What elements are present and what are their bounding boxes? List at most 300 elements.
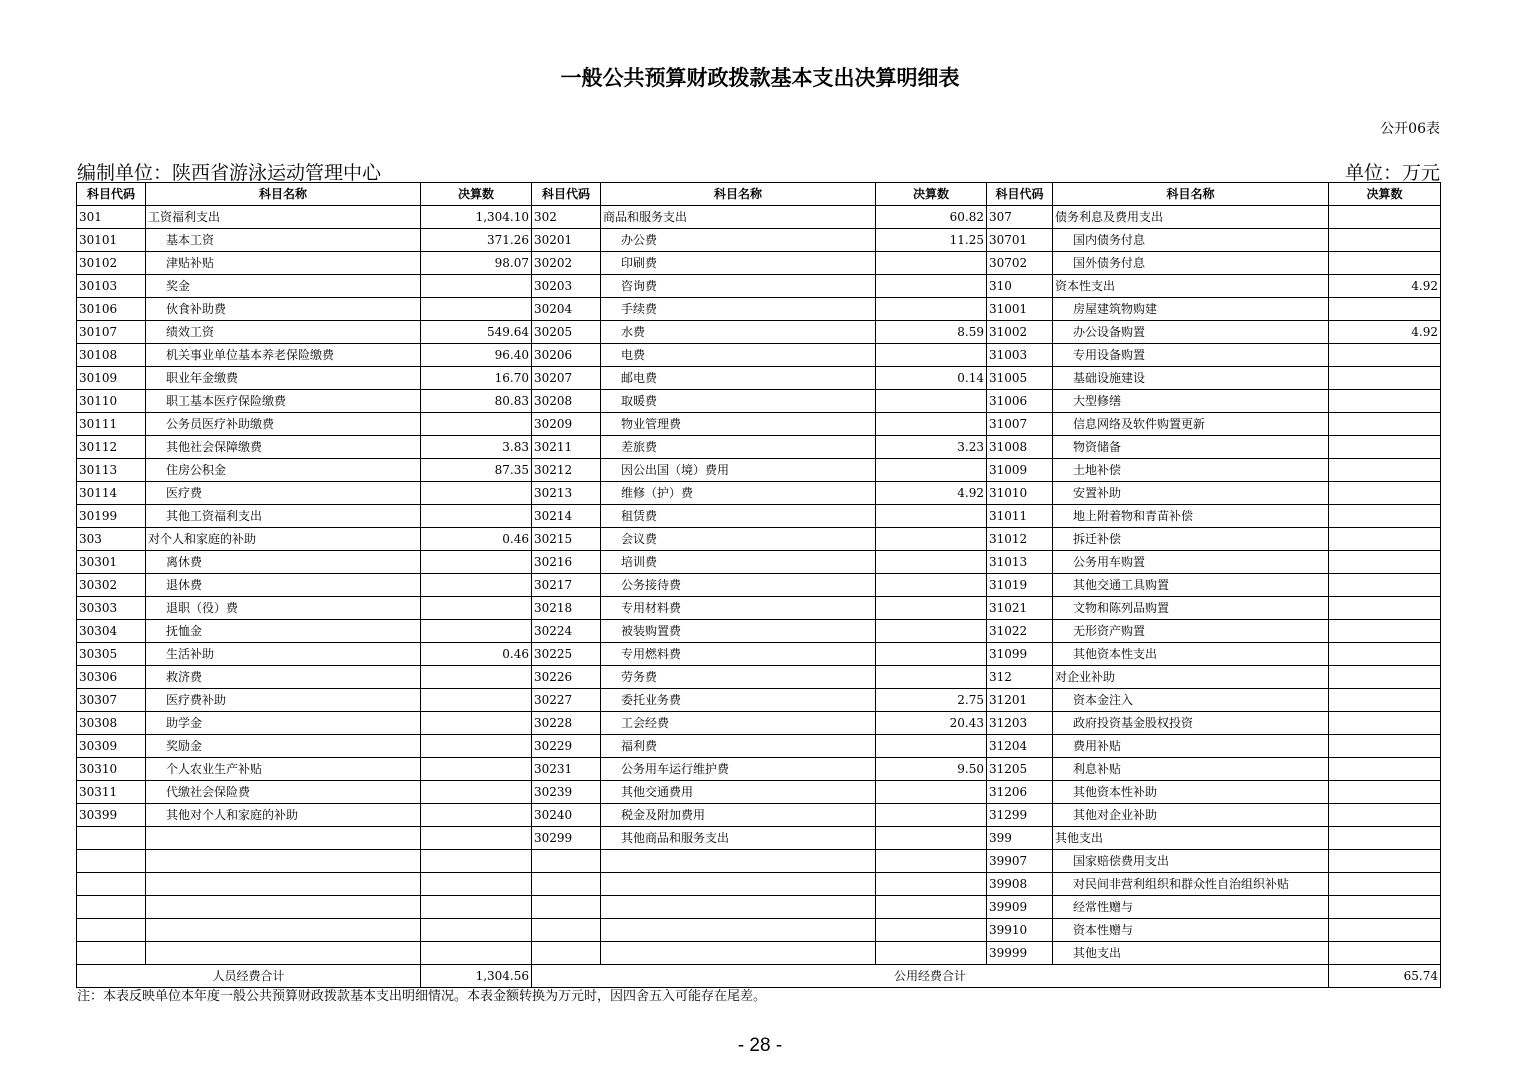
- amount-cell: [421, 827, 532, 850]
- subject-name-cell: [146, 873, 421, 896]
- page-title: 一般公共预算财政拨款基本支出决算明细表: [560, 66, 960, 90]
- table-row: [77, 528, 1441, 551]
- subject-name-cell: 生活补助: [146, 643, 421, 666]
- amount-cell: 0.46: [421, 528, 532, 551]
- subject-code-cell: 31008: [987, 436, 1053, 459]
- unit-label: 单位：万元: [1344, 162, 1440, 184]
- subject-name-cell: 伙食补助费: [146, 298, 421, 321]
- subject-name-cell: 劳务费: [601, 666, 876, 689]
- amount-cell: 0.14: [876, 367, 987, 390]
- subject-name-cell: 职工基本医疗保险缴费: [146, 390, 421, 413]
- table-row: [77, 482, 1441, 505]
- subject-code-cell: 30239: [532, 781, 601, 804]
- header-code: 科目代码: [532, 183, 601, 206]
- subject-code-cell: 30110: [77, 390, 146, 413]
- table-row: [77, 597, 1441, 620]
- table-row: [77, 505, 1441, 528]
- table-row: [77, 735, 1441, 758]
- subject-name-cell: 咨询费: [601, 275, 876, 298]
- amount-cell: [876, 574, 987, 597]
- amount-cell: [876, 804, 987, 827]
- subject-name-cell: 绩效工资: [146, 321, 421, 344]
- amount-cell: [1329, 344, 1441, 367]
- subject-name-cell: 被装购置费: [601, 620, 876, 643]
- amount-cell: [1329, 942, 1441, 965]
- subject-code-cell: 30212: [532, 459, 601, 482]
- amount-cell: [1329, 896, 1441, 919]
- subject-name-cell: 物资储备: [1053, 436, 1329, 459]
- subject-name-cell: 取暖费: [601, 390, 876, 413]
- subject-name-cell: 国内债务付息: [1053, 229, 1329, 252]
- subject-code-cell: 30201: [532, 229, 601, 252]
- subject-name-cell: 商品和服务支出: [601, 206, 876, 229]
- subject-code-cell: 31012: [987, 528, 1053, 551]
- table-row: [77, 229, 1441, 252]
- subject-name-cell: 会议费: [601, 528, 876, 551]
- subject-code-cell: [532, 919, 601, 942]
- amount-cell: 96.40: [421, 344, 532, 367]
- subject-name-cell: 其他资本性补助: [1053, 781, 1329, 804]
- amount-cell: [421, 505, 532, 528]
- subject-name-cell: 基本工资: [146, 229, 421, 252]
- table-body: [77, 206, 1441, 965]
- subject-code-cell: 30301: [77, 551, 146, 574]
- amount-cell: [421, 804, 532, 827]
- subject-code-cell: 39999: [987, 942, 1053, 965]
- subject-code-cell: 307: [987, 206, 1053, 229]
- subject-code-cell: 30109: [77, 367, 146, 390]
- subject-code-cell: 30310: [77, 758, 146, 781]
- subject-name-cell: [601, 896, 876, 919]
- subject-name-cell: 个人农业生产补贴: [146, 758, 421, 781]
- amount-cell: [421, 781, 532, 804]
- subject-code-cell: 30311: [77, 781, 146, 804]
- amount-cell: [1329, 367, 1441, 390]
- amount-cell: [876, 942, 987, 965]
- amount-cell: [421, 413, 532, 436]
- subject-code-cell: 30225: [532, 643, 601, 666]
- amount-cell: [1329, 804, 1441, 827]
- amount-cell: [1329, 252, 1441, 275]
- subject-name-cell: 其他商品和服务支出: [601, 827, 876, 850]
- subject-name-cell: 信息网络及软件购置更新: [1053, 413, 1329, 436]
- subject-code-cell: [77, 942, 146, 965]
- subject-name-cell: 专用设备购置: [1053, 344, 1329, 367]
- subject-code-cell: 39910: [987, 919, 1053, 942]
- subject-name-cell: [601, 850, 876, 873]
- subject-code-cell: 39909: [987, 896, 1053, 919]
- subject-code-cell: 31205: [987, 758, 1053, 781]
- amount-cell: 8.59: [876, 321, 987, 344]
- subject-name-cell: 基础设施建设: [1053, 367, 1329, 390]
- subject-code-cell: 30305: [77, 643, 146, 666]
- amount-cell: 9.50: [876, 758, 987, 781]
- subject-code-cell: 399: [987, 827, 1053, 850]
- amount-cell: [876, 344, 987, 367]
- subject-code-cell: 30207: [532, 367, 601, 390]
- amount-cell: [876, 298, 987, 321]
- amount-cell: [1329, 827, 1441, 850]
- subject-name-cell: 其他交通费用: [601, 781, 876, 804]
- amount-cell: [1329, 781, 1441, 804]
- amount-cell: 80.83: [421, 390, 532, 413]
- subject-code-cell: 30113: [77, 459, 146, 482]
- org-label: 编制单位：陕西省游泳运动管理中心: [77, 162, 382, 184]
- subject-code-cell: [532, 873, 601, 896]
- header-name: 科目名称: [601, 183, 876, 206]
- amount-cell: [876, 919, 987, 942]
- subject-code-cell: 30217: [532, 574, 601, 597]
- subject-name-cell: 租赁费: [601, 505, 876, 528]
- amount-cell: [1329, 919, 1441, 942]
- amount-cell: [1329, 436, 1441, 459]
- amount-cell: [421, 620, 532, 643]
- public-total-label: 公用经费合计: [532, 965, 1329, 988]
- subject-name-cell: 办公费: [601, 229, 876, 252]
- subject-name-cell: 政府投资基金股权投资: [1053, 712, 1329, 735]
- subject-name-cell: 其他工资福利支出: [146, 505, 421, 528]
- subject-name-cell: 退休费: [146, 574, 421, 597]
- amount-cell: 2.75: [876, 689, 987, 712]
- subject-name-cell: [146, 919, 421, 942]
- amount-cell: [421, 758, 532, 781]
- amount-cell: 87.35: [421, 459, 532, 482]
- subject-code-cell: 31019: [987, 574, 1053, 597]
- table-row: [77, 804, 1441, 827]
- amount-cell: 4.92: [1329, 275, 1441, 298]
- table-row: [77, 873, 1441, 896]
- amount-cell: 3.83: [421, 436, 532, 459]
- subject-code-cell: 30204: [532, 298, 601, 321]
- subject-code-cell: 39908: [987, 873, 1053, 896]
- subject-name-cell: 工资福利支出: [146, 206, 421, 229]
- subject-code-cell: 30102: [77, 252, 146, 275]
- amount-cell: [876, 597, 987, 620]
- table-row: [77, 390, 1441, 413]
- subject-name-cell: 工会经费: [601, 712, 876, 735]
- subject-code-cell: 31006: [987, 390, 1053, 413]
- amount-cell: [876, 781, 987, 804]
- amount-cell: [876, 252, 987, 275]
- subject-name-cell: 医疗费补助: [146, 689, 421, 712]
- subject-code-cell: 30215: [532, 528, 601, 551]
- subject-name-cell: 利息补贴: [1053, 758, 1329, 781]
- table-row: [77, 666, 1441, 689]
- subject-name-cell: 邮电费: [601, 367, 876, 390]
- table-row: [77, 252, 1441, 275]
- subject-code-cell: 30199: [77, 505, 146, 528]
- header-amount: 决算数: [876, 183, 987, 206]
- subject-code-cell: 31009: [987, 459, 1053, 482]
- subject-name-cell: 其他交通工具购置: [1053, 574, 1329, 597]
- amount-cell: [421, 873, 532, 896]
- subject-code-cell: 30106: [77, 298, 146, 321]
- table-row: [77, 643, 1441, 666]
- amount-cell: 4.92: [876, 482, 987, 505]
- subject-name-cell: 医疗费: [146, 482, 421, 505]
- table-row: [77, 919, 1441, 942]
- amount-cell: [1329, 850, 1441, 873]
- table-row: [77, 781, 1441, 804]
- subject-name-cell: 奖励金: [146, 735, 421, 758]
- subject-code-cell: 30303: [77, 597, 146, 620]
- subject-code-cell: 30224: [532, 620, 601, 643]
- subject-name-cell: 其他支出: [1053, 942, 1329, 965]
- subject-name-cell: 救济费: [146, 666, 421, 689]
- subject-code-cell: 30211: [532, 436, 601, 459]
- subject-name-cell: 公务员医疗补助缴费: [146, 413, 421, 436]
- table-row: [77, 459, 1441, 482]
- amount-cell: 4.92: [1329, 321, 1441, 344]
- amount-cell: [1329, 206, 1441, 229]
- subject-name-cell: 福利费: [601, 735, 876, 758]
- subject-code-cell: 30203: [532, 275, 601, 298]
- subject-name-cell: [146, 896, 421, 919]
- amount-cell: [1329, 643, 1441, 666]
- amount-cell: [1329, 735, 1441, 758]
- subject-code-cell: 31022: [987, 620, 1053, 643]
- amount-cell: [1329, 712, 1441, 735]
- subject-name-cell: 津贴补贴: [146, 252, 421, 275]
- subject-name-cell: 印刷费: [601, 252, 876, 275]
- amount-cell: [1329, 528, 1441, 551]
- subject-name-cell: 公务用车运行维护费: [601, 758, 876, 781]
- subject-name-cell: 地上附着物和青苗补偿: [1053, 505, 1329, 528]
- header-row: [77, 183, 1441, 206]
- subject-code-cell: 31299: [987, 804, 1053, 827]
- subject-name-cell: [601, 919, 876, 942]
- header-name: 科目名称: [146, 183, 421, 206]
- subject-code-cell: 30214: [532, 505, 601, 528]
- subject-name-cell: 税金及附加费用: [601, 804, 876, 827]
- amount-cell: [876, 505, 987, 528]
- amount-cell: 1,304.10: [421, 206, 532, 229]
- amount-cell: [421, 482, 532, 505]
- amount-cell: [876, 390, 987, 413]
- amount-cell: [876, 666, 987, 689]
- amount-cell: 60.82: [876, 206, 987, 229]
- amount-cell: 16.70: [421, 367, 532, 390]
- table-row: [77, 850, 1441, 873]
- subject-code-cell: 31010: [987, 482, 1053, 505]
- subject-name-cell: 经常性赠与: [1053, 896, 1329, 919]
- subject-code-cell: 30202: [532, 252, 601, 275]
- amount-cell: 549.64: [421, 321, 532, 344]
- subject-code-cell: 30213: [532, 482, 601, 505]
- subject-code-cell: 31002: [987, 321, 1053, 344]
- amount-cell: [421, 666, 532, 689]
- subject-code-cell: 31204: [987, 735, 1053, 758]
- subject-name-cell: 其他社会保障缴费: [146, 436, 421, 459]
- subject-name-cell: 物业管理费: [601, 413, 876, 436]
- table-row: [77, 413, 1441, 436]
- table-row: [77, 551, 1441, 574]
- subject-name-cell: 国家赔偿费用支出: [1053, 850, 1329, 873]
- amount-cell: [1329, 574, 1441, 597]
- amount-cell: [1329, 597, 1441, 620]
- amount-cell: [1329, 505, 1441, 528]
- subject-code-cell: [532, 942, 601, 965]
- amount-cell: [876, 528, 987, 551]
- amount-cell: [1329, 390, 1441, 413]
- subject-code-cell: 30101: [77, 229, 146, 252]
- subject-code-cell: 302: [532, 206, 601, 229]
- subject-name-cell: [146, 827, 421, 850]
- table-row: [77, 574, 1441, 597]
- subject-code-cell: 312: [987, 666, 1053, 689]
- amount-cell: [876, 643, 987, 666]
- personnel-total-label: 人员经费合计: [77, 965, 421, 988]
- amount-cell: [1329, 620, 1441, 643]
- subject-code-cell: 31003: [987, 344, 1053, 367]
- expenditure-table: [76, 182, 1441, 988]
- subject-name-cell: 资本性赠与: [1053, 919, 1329, 942]
- amount-cell: [1329, 758, 1441, 781]
- subject-code-cell: 30702: [987, 252, 1053, 275]
- amount-cell: [876, 620, 987, 643]
- amount-cell: [876, 459, 987, 482]
- subject-code-cell: [77, 850, 146, 873]
- table-row: [77, 367, 1441, 390]
- subject-code-cell: 31005: [987, 367, 1053, 390]
- personnel-total-value: 1,304.56: [421, 965, 532, 988]
- subject-code-cell: 30240: [532, 804, 601, 827]
- subject-code-cell: 30306: [77, 666, 146, 689]
- amount-cell: [1329, 666, 1441, 689]
- amount-cell: [421, 275, 532, 298]
- subject-code-cell: 30701: [987, 229, 1053, 252]
- amount-cell: [421, 689, 532, 712]
- subject-code-cell: [77, 896, 146, 919]
- subject-name-cell: 无形资产购置: [1053, 620, 1329, 643]
- subject-code-cell: 30399: [77, 804, 146, 827]
- subject-name-cell: 公务用车购置: [1053, 551, 1329, 574]
- amount-cell: [1329, 298, 1441, 321]
- subject-name-cell: 资本性支出: [1053, 275, 1329, 298]
- subject-code-cell: 30228: [532, 712, 601, 735]
- subject-name-cell: 其他对个人和家庭的补助: [146, 804, 421, 827]
- subject-name-cell: 其他支出: [1053, 827, 1329, 850]
- amount-cell: 20.43: [876, 712, 987, 735]
- header-amount: 决算数: [421, 183, 532, 206]
- table-row: [77, 321, 1441, 344]
- subject-name-cell: 维修（护）费: [601, 482, 876, 505]
- header-code: 科目代码: [77, 183, 146, 206]
- subject-code-cell: 30208: [532, 390, 601, 413]
- amount-cell: [421, 850, 532, 873]
- subject-code-cell: 30231: [532, 758, 601, 781]
- subject-code-cell: 30112: [77, 436, 146, 459]
- subject-name-cell: [146, 850, 421, 873]
- subject-name-cell: 专用材料费: [601, 597, 876, 620]
- amount-cell: [876, 896, 987, 919]
- amount-cell: [421, 942, 532, 965]
- subject-code-cell: 31201: [987, 689, 1053, 712]
- amount-cell: [1329, 229, 1441, 252]
- table-row: [77, 689, 1441, 712]
- subject-name-cell: 对企业补助: [1053, 666, 1329, 689]
- header-name: 科目名称: [1053, 183, 1329, 206]
- header-code: 科目代码: [987, 183, 1053, 206]
- subject-name-cell: 债务利息及费用支出: [1053, 206, 1329, 229]
- subject-code-cell: 30114: [77, 482, 146, 505]
- subject-name-cell: 专用燃料费: [601, 643, 876, 666]
- subject-code-cell: 310: [987, 275, 1053, 298]
- subject-name-cell: 机关事业单位基本养老保险缴费: [146, 344, 421, 367]
- table-row: [77, 758, 1441, 781]
- table-row: [77, 298, 1441, 321]
- subject-code-cell: 30299: [532, 827, 601, 850]
- amount-cell: [421, 712, 532, 735]
- subject-code-cell: 30111: [77, 413, 146, 436]
- subject-name-cell: 房屋建筑物购建: [1053, 298, 1329, 321]
- subject-name-cell: 手续费: [601, 298, 876, 321]
- subject-code-cell: 303: [77, 528, 146, 551]
- amount-cell: 371.26: [421, 229, 532, 252]
- amount-cell: [1329, 689, 1441, 712]
- subject-name-cell: 其他对企业补助: [1053, 804, 1329, 827]
- amount-cell: [421, 896, 532, 919]
- subject-code-cell: [77, 827, 146, 850]
- amount-cell: [876, 551, 987, 574]
- amount-cell: [876, 873, 987, 896]
- table-code: 公开06表: [1380, 121, 1440, 137]
- amount-cell: [421, 735, 532, 758]
- subject-code-cell: 30307: [77, 689, 146, 712]
- table-row: [77, 712, 1441, 735]
- subject-code-cell: 30218: [532, 597, 601, 620]
- subject-code-cell: 30103: [77, 275, 146, 298]
- subject-name-cell: [601, 873, 876, 896]
- subject-name-cell: 差旅费: [601, 436, 876, 459]
- amount-cell: [421, 298, 532, 321]
- subject-name-cell: [601, 942, 876, 965]
- subject-code-cell: 31007: [987, 413, 1053, 436]
- table-row: [77, 896, 1441, 919]
- table-row: [77, 827, 1441, 850]
- subject-code-cell: 31011: [987, 505, 1053, 528]
- subject-name-cell: 电费: [601, 344, 876, 367]
- amount-cell: [876, 827, 987, 850]
- subject-name-cell: 对个人和家庭的补助: [146, 528, 421, 551]
- subject-name-cell: 资本金注入: [1053, 689, 1329, 712]
- subject-code-cell: 30107: [77, 321, 146, 344]
- table-row: [77, 620, 1441, 643]
- subject-name-cell: 拆迁补偿: [1053, 528, 1329, 551]
- subject-code-cell: 30108: [77, 344, 146, 367]
- subject-name-cell: 办公设备购置: [1053, 321, 1329, 344]
- table-row: [77, 275, 1441, 298]
- table-row: [77, 344, 1441, 367]
- subject-code-cell: 30206: [532, 344, 601, 367]
- subject-code-cell: 30227: [532, 689, 601, 712]
- subject-code-cell: 31099: [987, 643, 1053, 666]
- subject-code-cell: 30216: [532, 551, 601, 574]
- amount-cell: [876, 850, 987, 873]
- subject-code-cell: 301: [77, 206, 146, 229]
- subject-name-cell: 代缴社会保险费: [146, 781, 421, 804]
- amount-cell: [1329, 551, 1441, 574]
- footnote: 注：本表反映单位本年度一般公共预算财政拨款基本支出明细情况。本表金额转换为万元时，因四舍五入可能存在尾差。: [77, 989, 767, 1004]
- subject-name-cell: 大型修缮: [1053, 390, 1329, 413]
- subject-code-cell: [532, 896, 601, 919]
- subject-name-cell: 国外债务付息: [1053, 252, 1329, 275]
- amount-cell: [1329, 413, 1441, 436]
- subject-name-cell: 职业年金缴费: [146, 367, 421, 390]
- subject-name-cell: 其他资本性支出: [1053, 643, 1329, 666]
- table-row: [77, 942, 1441, 965]
- subject-code-cell: [532, 850, 601, 873]
